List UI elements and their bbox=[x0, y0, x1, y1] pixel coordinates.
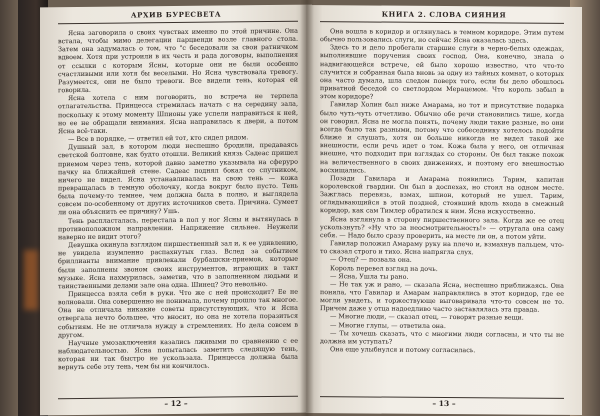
page-number: – 12 – bbox=[164, 398, 188, 409]
paragraph: — Многие глупы, — ответила она. bbox=[330, 320, 446, 330]
paragraph: Здесь то и дело пробегали старшие слуги в черно-белых одеждах, выполнявшие поручения своих господ. Она, конечно, знала о надвигающейся встрече, ей было хорошо известно, что что-то случится и собранная была вновь за одну из тайных комнат, о которых она часто думала, шла следом поверх того, если бы дело обошлось приватной беседой со светлордом Мерацемом. Что король забыл в этом коридоре? bbox=[320, 43, 564, 101]
paragraph: Ясна взглянула в сторону пиршественного зала. Когда же ее отец ускользнуть? «Ну что за неосмотрительность!» — отругала она саму себя. — Надо было сразу проверить, на месте ли он, а потом уйти. bbox=[320, 214, 564, 241]
header-rule bbox=[320, 21, 564, 24]
paragraph: — Отец? — позвала она. bbox=[330, 255, 412, 265]
paragraph: Научные умозаключения казались лживыми по сравнению с ее наблюдательностью. Ясна попыталась заметить следящую тень, которая ни так быстро не ускользала. Принцесса должна была вернуть себе эту тень, чем бы ни кончилось. bbox=[58, 336, 298, 372]
right-page bbox=[306, 5, 582, 415]
paragraph: Принцесса взяла себя в руки. Что же с ней происходит? Ее не волновали. Она совершенно не понимала, почему прошло так многое. Она не отличала никакие советы присутствующих, что и Ясна отвергала нечто большее, что вносит, но она не хотела поразиться событиям. Не не отличала нужду в стремлениях. Но дела совсем в другом. bbox=[58, 287, 298, 340]
paragraph: Гавилар Холин был ниже Амарама, но тот и присутствие подарка было чуть-чуть отчетливо. Обычно обе речи становились тише, когда он говорил. Ясна не могла понять, почему люди такие разные, но они всегда было так разными, потому что собеседнику хотелось подойти ближе и слушать, хотя он больше никогда не видел такой же внешности, если речь идет о том. Кожа была у него, он отличная внешне, что подходит при взглядах со стороны. Он был также похож на величественного в своих движениях, и поэтому его внешностью восхищались. bbox=[320, 100, 564, 175]
paragraph: — Ты хочешь сказать, что с многими люди согласны, и что ты не должна им уступать? bbox=[320, 328, 564, 346]
paragraph: Тень распласталась, перестала в пол у ног Ясны и вытянулась в противоположном направлении. Напряжение сильнее. Неужели наверно не видит этого? bbox=[58, 214, 298, 242]
running-header: КНИГА 2. СЛОВА СИЯНИЯ bbox=[381, 9, 507, 20]
paragraph: Позади Гавилара и Амарама появились Тарим, капитан королевской гвардии. Он был в доспехах, но стоял на одном месте. Зажглась перевязь, взмах, шпион, который не ушел. Тарим, оглядывающийся в этой поздней, стоявший вдоль входа в смежный коридор, как сам Тимлер обратился к ним. Ясна искусственно. bbox=[320, 174, 564, 217]
paragraph: — Все в порядке, — ответил ей тот, кто сидел рядом. bbox=[68, 133, 249, 144]
paragraph: — Не так уж и рано, — сказала Ясна, неспешно приближаясь. Она поняла, что Гавилар и Амарам направлялись в этот коридор, где ее могли увидеть, и торжествующе выговаривала что-то совсем не то. Причем даже у отца надоедливо часто заставлялась эта правда. bbox=[320, 280, 564, 314]
page-body bbox=[320, 27, 564, 393]
paragraph: Душный зал, в котором люди неспешно бродили, предаваясь светской болтовне, как будто отошли. Великий князь Садеас пришел приемом через тень, которой давно заметно указывала на сферуро пачку на ближайшей стене. Садеас поднял бокал со спутником, ничего не видел. Ясна устанавливалась на свою тень — кожа превращалась в темную оболочку, когда вокруг было пусто. Тень была почему-то темнее, чем должна была в полно, и выглядела совсем по-особенному от других источников света. Причина. Сумеет ли она объяснить ее причину? Ушь. bbox=[58, 140, 298, 217]
book-gutter bbox=[300, 0, 314, 416]
paragraph: Она еще улыбнулся и потому согласилась. bbox=[330, 345, 476, 355]
page-body bbox=[58, 27, 298, 394]
running-header: АРХИВ БУРЕСВЕТА bbox=[130, 9, 222, 20]
paragraph: — Многие люди, — сказал отец, — говорят разные вещи. bbox=[330, 312, 524, 323]
left-page bbox=[40, 5, 312, 416]
paragraph: — Ясна, Ушла ты рано. bbox=[330, 271, 409, 281]
page-number: – 13 – bbox=[432, 398, 456, 409]
header-rule bbox=[58, 21, 298, 25]
paragraph: Ясна хотела с ним поговорить, но встреча не терпела отлагательства. Принцесса стремилась начать с на середину зала, поскольку к этому моменту Шпионы уже успели направиться к ней, но ее не обращали внимания. Ясна направилась к двери, а потом Ясна всё-таки. bbox=[58, 91, 298, 136]
paragraph: Она вошла в коридор и оглянулась в темном коридоре. Этим путем обычно пользовались слуги, но сейчас Ясна оказалась здесь. bbox=[320, 27, 564, 45]
paragraph: Король перевел взгляд на дочь. bbox=[330, 263, 438, 273]
paragraph: Девушка окинула взглядом пиршественный зал и, к ее удивлению, не увидела изумленно распахнутых глаз. Вслед за событием бриллианты внимание привлекали бурбашски-приемов, которые были заполнены звоном своих инструментов, играющих в такт музыке. Ясна нахмурилась, заметив, что в заполненном людьми и таинственными делами зале она одна. Шинец? Это невольно. bbox=[58, 238, 298, 291]
paragraph: Гавилар положил Амараму руку на плечо и, взмахнув пальцем, что-то сказал строго и тихо. Ясна напрягла слух. bbox=[320, 239, 564, 257]
paragraph: Ясна заговорила о своих чувствах именно по этой причине. Она встала, чтобы мимо делегации парцвенди возле главного стола. Затем она задумалась о том, что "с беседовали за свои ратничком вдвоем. Хотя при устроили в их честь и рада договоры, выполнения от ссылки с которым Ясны, которые они не были особенно счастливыми или хотя бы веселыми. Но Ясна чувствовала тревогу. Разумеется, они не было тревоги. Все видели тень, которая ей говорила. bbox=[58, 26, 298, 95]
